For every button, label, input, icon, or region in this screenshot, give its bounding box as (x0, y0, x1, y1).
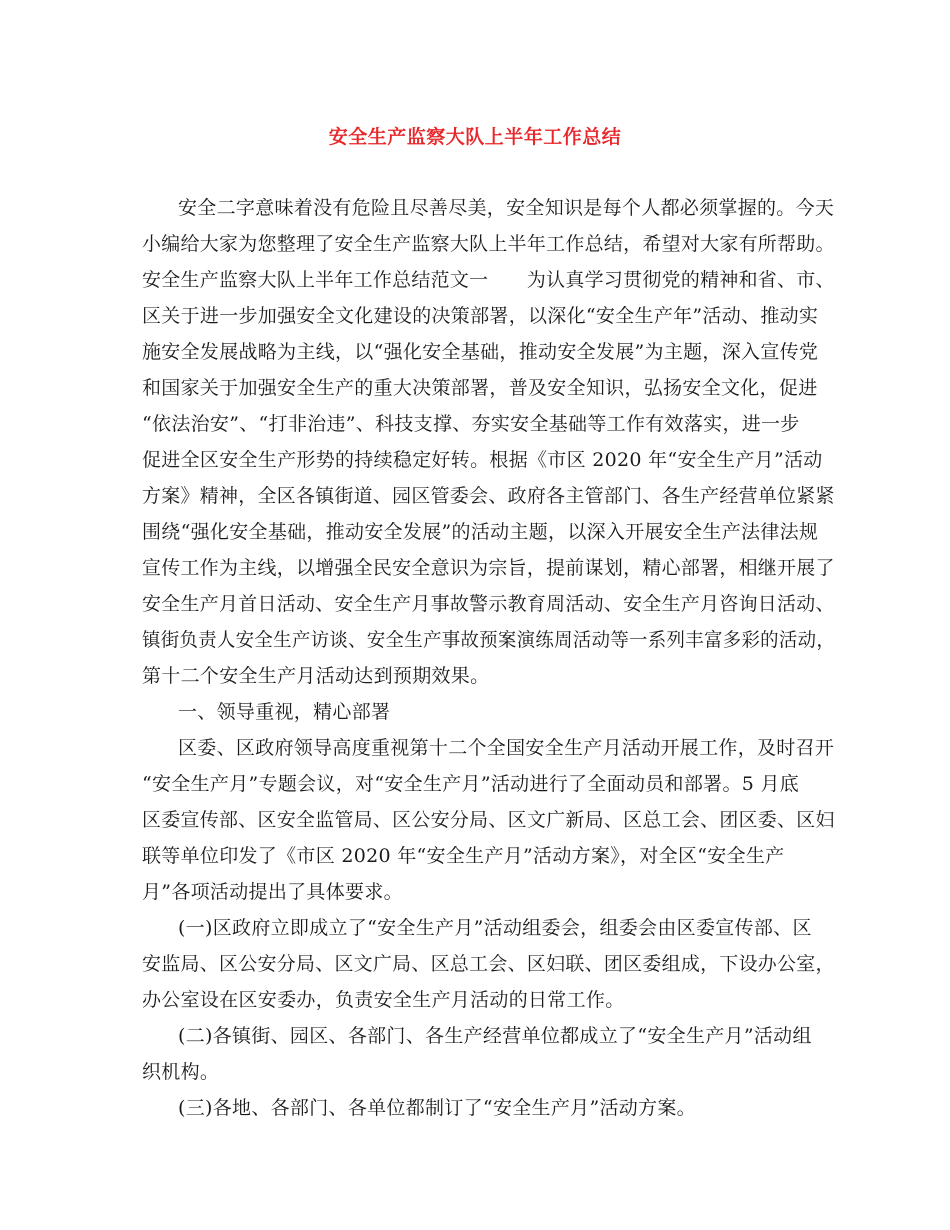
body-line: 安全二字意味着没有危险且尽善尽美，安全知识是每个人都必须掌握的。今天 (178, 197, 835, 219)
body-line: (二)各镇街、园区、各部门、各生产经营单位都成立了“安全生产月”活动组 (178, 1025, 812, 1047)
body-line: 围绕“强化安全基础，推动安全发展”的活动主题，以深入开展安全生产法律法规 (142, 521, 819, 543)
body-line: 安监局、区公安分局、区文广局、区总工会、区妇联、团区委组成，下设办公室， (142, 953, 835, 975)
body-line: 区关于进一步加强安全文化建设的决策部署，以深化“安全生产年”活动、推动实 (142, 305, 819, 327)
body-line: (一)区政府立即成立了“安全生产月”活动组委会，组委会由区委宣传部、区 (178, 917, 812, 939)
body-line: 安全生产监察大队上半年工作总结范文一 为认真学习贯彻党的精神和省、市、 (142, 269, 835, 291)
document-title: 安全生产监察大队上半年工作总结 (328, 126, 622, 148)
body-line: 区委宣传部、区安全监管局、区公安分局、区文广新局、区总工会、团区委、区妇 (142, 809, 835, 831)
body-line: “依法治安”、“打非治违”、科技支撑、夯实安全基础等工作有效落实，进一步 (142, 413, 800, 435)
body-line: 宣传工作为主线，以增强全民安全意识为宗旨，提前谋划，精心部署，相继开展了 (142, 557, 835, 579)
body-line: 第十二个安全生产月活动达到预期效果。 (142, 665, 490, 687)
body-line: 促进全区安全生产形势的持续稳定好转。根据《市区 2020 年“安全生产月”活动 (142, 449, 823, 471)
body-line: 施安全发展战略为主线，以“强化安全基础，推动安全发展”为主题，深入宣传党 (142, 341, 819, 363)
body-line: “安全生产月”专题会议，对“安全生产月”活动进行了全面动员和部署。5 月底 (142, 773, 800, 795)
body-line: 镇街负责人安全生产访谈、安全生产事故预案演练周活动等一系列丰富多彩的活动， (142, 629, 836, 651)
body-line: 办公室设在区安委办，负责安全生产月活动的日常工作。 (142, 989, 625, 1011)
body-line: 区委、区政府领导高度重视第十二个全国安全生产月活动开展工作，及时召开 (178, 737, 835, 759)
body-line: 联等单位印发了《市区 2020 年“安全生产月”活动方案》，对全区“安全生产 (142, 845, 785, 867)
body-line: 织机构。 (142, 1061, 220, 1083)
section-heading: 一、领导重视，精心部署 (178, 701, 391, 723)
body-line: 安全生产月首日活动、安全生产月事故警示教育周活动、安全生产月咨询日活动、 (142, 593, 835, 615)
body-line: 月”各项活动提出了具体要求。 (142, 881, 403, 903)
body-line: 小编给大家为您整理了安全生产监察大队上半年工作总结，希望对大家有所帮助。 (142, 233, 835, 255)
body-line: 和国家关于加强安全生产的重大决策部署，普及安全知识，弘扬安全文化，促进 (142, 377, 818, 399)
body-line: (三)各地、各部门、各单位都制订了“安全生产月”活动方案。 (178, 1097, 696, 1119)
body-line: 方案》精神，全区各镇街道、园区管委会、政府各主管部门、各生产经营单位紧紧 (142, 485, 835, 507)
